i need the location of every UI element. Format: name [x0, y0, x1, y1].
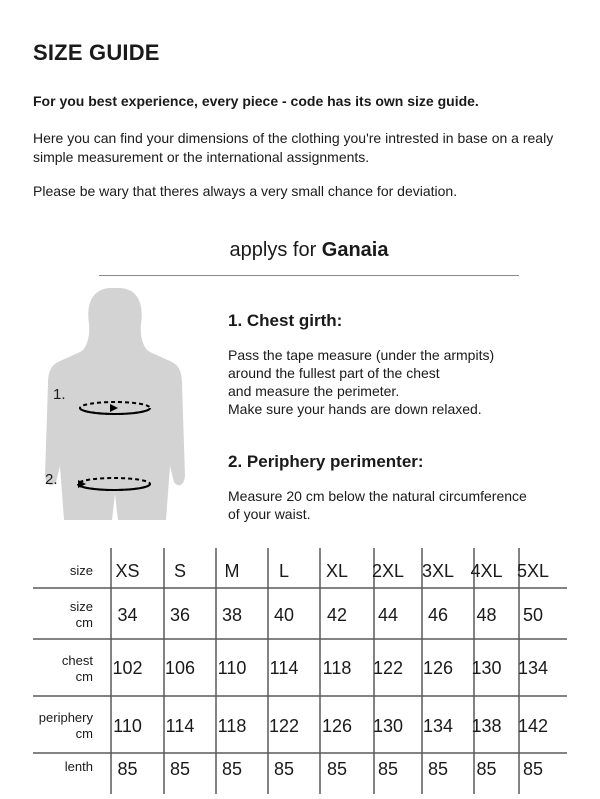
row-label — [33, 599, 93, 631]
table-cell: 85 — [117, 759, 138, 779]
table-cell: 44 — [377, 605, 399, 625]
table-cell: 48 — [476, 605, 497, 625]
row-label-line: size — [69, 599, 93, 614]
table-cell: 85 — [326, 759, 348, 779]
table-cell: 126 — [422, 658, 454, 678]
marker-2: 2. — [45, 471, 58, 488]
lead-text: For you best experience, every piece - code has its own size guide. — [33, 93, 479, 109]
chest-line-1: Pass the tape measure (under the armpits) — [228, 347, 495, 363]
size-header-cell: 3XL — [421, 561, 455, 581]
table-cell: 134 — [422, 716, 454, 736]
row-label-line: size — [69, 563, 93, 578]
brand-name: Ganaia — [321, 239, 389, 261]
table-cell: 85 — [476, 759, 497, 779]
table-cell: 50 — [522, 605, 544, 625]
page-title: SIZE GUIDE — [33, 40, 160, 65]
table-cell: 126 — [321, 716, 353, 736]
row-label-line: cm — [75, 726, 93, 741]
size-header-cell: M — [224, 561, 240, 581]
table-cell: 42 — [326, 605, 348, 625]
table-cell: 134 — [517, 658, 549, 678]
table-cell: 122 — [372, 658, 404, 678]
chest-line-3: and measure the perimeter. — [228, 383, 400, 399]
divider — [99, 275, 519, 276]
measurement-figure — [40, 288, 210, 528]
size-header-cell: 4XL — [470, 561, 503, 581]
table-cell: 102 — [112, 658, 143, 678]
female-silhouette-icon — [40, 288, 210, 528]
table-cell: 118 — [217, 716, 247, 736]
table-cell: 138 — [471, 716, 502, 736]
table-cell: 85 — [522, 759, 544, 779]
size-header-cell: L — [278, 561, 289, 581]
row-label — [33, 710, 93, 742]
size-header-cell: XS — [115, 561, 140, 581]
table-cell: 85 — [273, 759, 295, 779]
chest-instructions — [228, 346, 578, 418]
periphery-instructions — [228, 487, 578, 523]
size-header-cell: XL — [325, 561, 349, 581]
table-cell: 36 — [169, 605, 191, 625]
table-cell: 85 — [427, 759, 449, 779]
table-cell: 110 — [217, 658, 247, 678]
row-label — [33, 759, 93, 775]
intro-text: Here you can find your dimensions of the clothing you're intrested in base on a realy simple measurement or the international assignments. — [33, 130, 554, 165]
size-table — [33, 548, 567, 794]
deviation-notice: Please be wary that theres always a very small chance for deviation. — [33, 183, 458, 199]
row-label — [33, 653, 93, 685]
size-header-cell: 2XL — [371, 561, 405, 581]
table-cell: 142 — [517, 716, 549, 736]
row-label-line: cm — [75, 669, 93, 684]
marker-1: 1. — [53, 386, 66, 403]
size-header-cell: 5XL — [516, 561, 550, 581]
table-cell: 114 — [165, 716, 195, 736]
table-cell: 85 — [169, 759, 191, 779]
applies-prefix: applys for — [229, 239, 322, 261]
row-label — [33, 563, 93, 579]
periphery-heading: 2. Periphery perimenter: — [228, 452, 424, 471]
table-cell: 114 — [269, 658, 299, 678]
table-cell: 122 — [268, 716, 300, 736]
chest-line-4: Make sure your hands are down relaxed. — [228, 401, 482, 417]
table-cell: 130 — [372, 716, 404, 736]
table-cell: 130 — [471, 658, 502, 678]
chest-line-2: around the fullest part of the chest — [228, 365, 440, 381]
table-cell: 40 — [273, 605, 295, 625]
periphery-line-1: Measure 20 cm below the natural circumference — [228, 488, 527, 504]
table-cell: 118 — [322, 658, 352, 678]
table-cell: 106 — [164, 658, 196, 678]
table-cell: 85 — [221, 759, 243, 779]
table-cell: 38 — [221, 605, 243, 625]
table-cell: 85 — [377, 759, 399, 779]
table-cell: 34 — [117, 605, 138, 625]
row-label-line: chest — [61, 653, 93, 668]
row-label-line: periphery — [38, 710, 93, 725]
row-label-line: cm — [75, 615, 93, 630]
size-header-cell: S — [173, 561, 186, 581]
periphery-line-2: of your waist. — [228, 506, 311, 522]
applies-heading — [0, 239, 600, 262]
table-cell: 46 — [427, 605, 449, 625]
table-cell: 110 — [113, 716, 142, 736]
row-label-line: lenth — [64, 759, 93, 774]
chest-heading: 1. Chest girth: — [228, 311, 343, 330]
